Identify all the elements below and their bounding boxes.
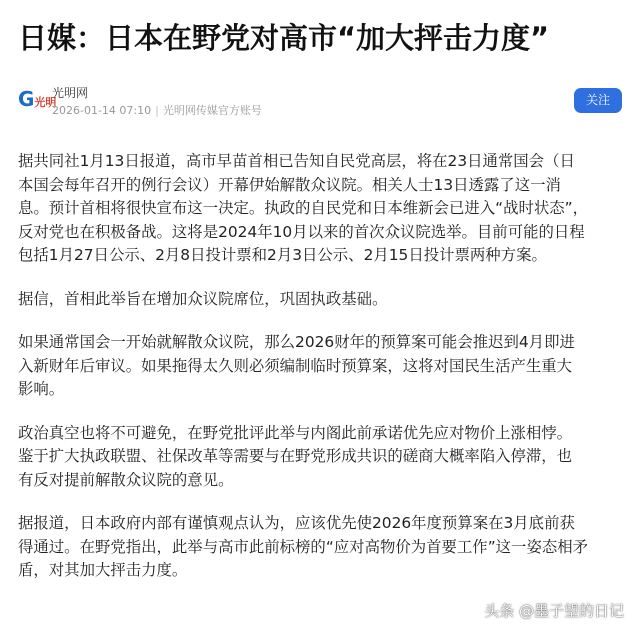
paragraph-4 (18, 422, 628, 493)
watermark: 头条 @墨子望的日记 (484, 602, 624, 620)
text-line: 包括1月27日公示、2月8日投计票和2月3日公示、2月15日投计票两种方案。 (18, 246, 547, 264)
text-line: 政治真空也将不可避免，在野党批评此举与内阁此前承诺优先应对物价上涨相悖。 (18, 423, 573, 442)
text-line: 本国会每年召开的例行会议）开幕伊始解散众议院。相关人士13日透露了这一消 (18, 175, 561, 194)
text-line: 鉴于扩大执政联盟、社保改革等需要与在野党形成共识的磋商大概率陷入停滞，也 (18, 447, 573, 465)
account-description: 光明网传媒官方账号 (162, 104, 262, 117)
paragraph-1 (18, 150, 628, 268)
meta-divider: | (155, 104, 159, 117)
text-line: 据信，首相此举旨在增加众议院席位，巩固执政基础。 (18, 289, 388, 308)
guangming-logo-icon[interactable]: G光明 (18, 87, 57, 111)
text-line: 息。预计首相将很快宣布这一决定。执政的自民党和日本维新会已进入“战时状态”， (18, 199, 589, 217)
paragraph-5 (18, 512, 628, 583)
author-row (18, 82, 622, 122)
text-line: 得通过。在野党指出，此举与高市此前标榜的“应对高物价为首要工作”这一姿态相矛 (18, 537, 589, 556)
follow-button[interactable]: 关注 (574, 88, 622, 113)
paragraph-3 (18, 331, 628, 402)
text-line: 盾，对其加大抨击力度。 (18, 561, 188, 579)
article-title: 日媒：日本在野党对高市“加大抨击力度” (18, 21, 550, 55)
text-line: 据共同社1月13日报道，高市早苗首相已告知自民党高层，将在23日通常国会（日 (18, 152, 575, 170)
author-name[interactable]: 光明网 (52, 86, 89, 100)
text-line: 反对党也在积极备战。这将是2024年10月以来的首次众议院选举。目前可能的日程 (18, 222, 585, 241)
paragraph-2 (18, 288, 628, 312)
article-meta (52, 102, 262, 118)
text-line: 有反对提前解散众议院的意见。 (18, 470, 234, 489)
text-line: 入新财年后审议。如果拖得太久则必须编制临时预算案，这将对国民生活产生重大 (18, 356, 573, 375)
article-body (18, 150, 628, 603)
publish-timestamp: 2026-01-14 07:10 (52, 104, 152, 117)
text-line: 影响。 (18, 380, 65, 398)
text-line: 据报道，日本政府内部有谨慎观点认为，应该优先使2026年度预算案在3月底前获 (18, 514, 575, 532)
text-line: 如果通常国会一开始就解散众议院，那么2026财年的预算案可能会推迟到4月即进 (18, 333, 575, 351)
